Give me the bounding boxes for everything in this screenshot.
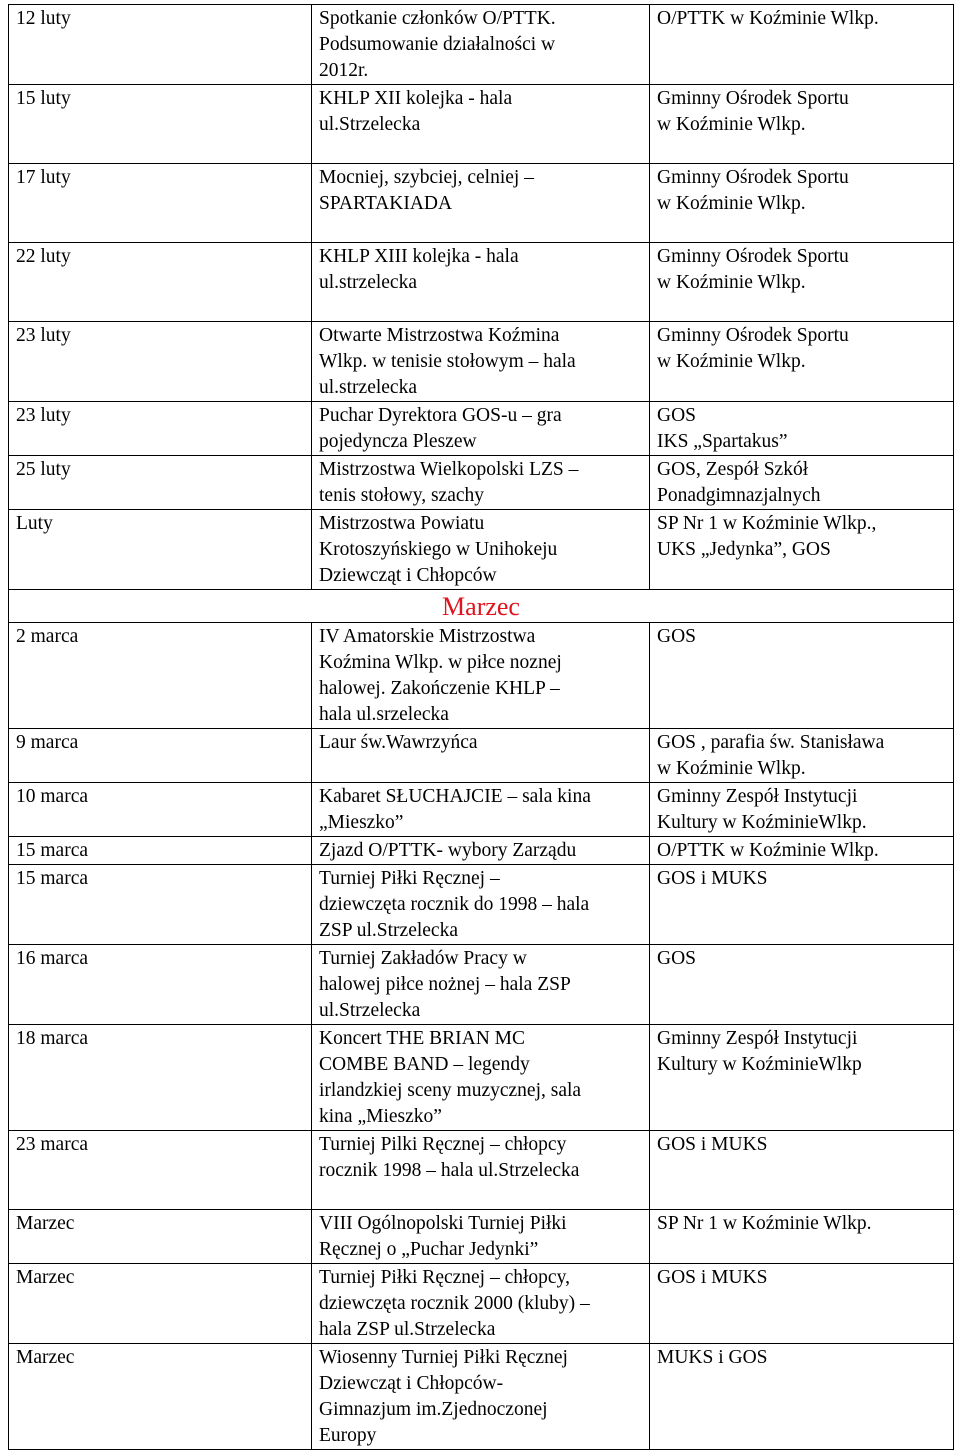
event-name-cell: Wiosenny Turniej Piłki Ręcznej Dziewcząt i Chłopców- Gimnazjum im.Zjednoczonej Europy <box>312 1344 650 1450</box>
table-row <box>9 1210 954 1264</box>
event-name-cell: Kabaret SŁUCHAJCIE – sala kina „Mieszko” <box>312 783 650 837</box>
event-organizer-cell: GOS <box>650 945 954 1025</box>
table-row <box>9 1264 954 1344</box>
february-rows <box>9 5 954 590</box>
event-name-cell: Laur św.Wawrzyńca <box>312 729 650 783</box>
event-date-cell: 17 luty <box>9 164 312 243</box>
event-name-cell: Mocniej, szybciej, celniej – SPARTAKIADA <box>312 164 650 243</box>
table-row <box>9 837 954 865</box>
event-organizer-cell: GOS, Zespół Szkół Ponadgimnazjalnych <box>650 456 954 510</box>
event-date-cell: 18 marca <box>9 1025 312 1131</box>
event-date-cell: Marzec <box>9 1344 312 1450</box>
event-date-cell: 22 luty <box>9 243 312 322</box>
march-header-section <box>9 590 954 623</box>
event-name-cell: Zjazd O/PTTK- wybory Zarządu <box>312 837 650 865</box>
event-name-cell: Turniej Zakładów Pracy w halowej piłce nożnej – hala ZSP ul.Strzelecka <box>312 945 650 1025</box>
table-row <box>9 85 954 164</box>
event-date-cell: Luty <box>9 510 312 590</box>
table-row <box>9 402 954 456</box>
table-row <box>9 510 954 590</box>
event-organizer-cell: GOS IKS „Spartakus” <box>650 402 954 456</box>
event-date-cell: 23 marca <box>9 1131 312 1210</box>
event-name-cell: Mistrzostwa Wielkopolski LZS – tenis stołowy, szachy <box>312 456 650 510</box>
event-name-cell: KHLP XIII kolejka - hala ul.strzelecka <box>312 243 650 322</box>
event-date-cell: 23 luty <box>9 322 312 402</box>
event-name-cell: VIII Ogólnopolski Turniej Piłki Ręcznej o „Puchar Jedynki” <box>312 1210 650 1264</box>
event-date-cell: 16 marca <box>9 945 312 1025</box>
event-date-cell: Marzec <box>9 1264 312 1344</box>
event-organizer-cell: SP Nr 1 w Koźminie Wlkp., UKS „Jedynka”, GOS <box>650 510 954 590</box>
month-header-row <box>9 590 954 623</box>
event-organizer-cell: MUKS i GOS <box>650 1344 954 1450</box>
table-row <box>9 1131 954 1210</box>
event-organizer-cell: Gminny Ośrodek Sportu w Koźminie Wlkp. <box>650 322 954 402</box>
event-organizer-cell: Gminny Ośrodek Sportu w Koźminie Wlkp. <box>650 164 954 243</box>
event-organizer-cell: Gminny Ośrodek Sportu w Koźminie Wlkp. <box>650 85 954 164</box>
table-row <box>9 783 954 837</box>
table-row <box>9 623 954 729</box>
event-date-cell: 9 marca <box>9 729 312 783</box>
event-organizer-cell: GOS , parafia św. Stanisława w Koźminie Wlkp. <box>650 729 954 783</box>
event-name-cell: Turniej Pilki Ręcznej – chłopcy rocznik 1998 – hala ul.Strzelecka <box>312 1131 650 1210</box>
event-name-cell: Turniej Piłki Ręcznej – dziewczęta rocznik do 1998 – hala ZSP ul.Strzelecka <box>312 865 650 945</box>
table-row <box>9 1344 954 1450</box>
event-date-cell: 15 marca <box>9 837 312 865</box>
event-organizer-cell: O/PTTK w Koźminie Wlkp. <box>650 5 954 85</box>
event-organizer-cell: Gminny Ośrodek Sportu w Koźminie Wlkp. <box>650 243 954 322</box>
table-row <box>9 322 954 402</box>
event-name-cell: Otwarte Mistrzostwa Koźmina Wlkp. w tenisie stołowym – hala ul.strzelecka <box>312 322 650 402</box>
event-date-cell: 23 luty <box>9 402 312 456</box>
table-row <box>9 945 954 1025</box>
event-date-cell: 12 luty <box>9 5 312 85</box>
event-organizer-cell: Gminny Zespół Instytucji Kultury w KoźminieWlkp <box>650 1025 954 1131</box>
event-organizer-cell: O/PTTK w Koźminie Wlkp. <box>650 837 954 865</box>
table-row <box>9 164 954 243</box>
month-header: Marzec <box>9 590 954 623</box>
event-name-cell: Spotkanie członków O/PTTK. Podsumowanie działalności w 2012r. <box>312 5 650 85</box>
march-rows <box>9 623 954 1450</box>
event-date-cell: 15 marca <box>9 865 312 945</box>
event-date-cell: 15 luty <box>9 85 312 164</box>
event-name-cell: IV Amatorskie Mistrzostwa Koźmina Wlkp. w piłce noznej halowej. Zakończenie KHLP – hala ul.srzelecka <box>312 623 650 729</box>
event-organizer-cell: GOS <box>650 623 954 729</box>
event-organizer-cell: GOS i MUKS <box>650 865 954 945</box>
event-name-cell: Koncert THE BRIAN MC COMBE BAND – legendy irlandzkiej sceny muzycznej, sala kina „Mieszko” <box>312 1025 650 1131</box>
event-date-cell: Marzec <box>9 1210 312 1264</box>
event-name-cell: Puchar Dyrektora GOS-u – gra pojedyncza Pleszew <box>312 402 650 456</box>
event-organizer-cell: Gminny Zespół Instytucji Kultury w KoźminieWlkp. <box>650 783 954 837</box>
table-row <box>9 456 954 510</box>
table-row <box>9 243 954 322</box>
event-name-cell: Turniej Piłki Ręcznej – chłopcy, dziewczęta rocznik 2000 (kluby) – hala ZSP ul.Strzelecka <box>312 1264 650 1344</box>
table-row <box>9 1025 954 1131</box>
event-date-cell: 2 marca <box>9 623 312 729</box>
event-name-cell: KHLP XII kolejka - hala ul.Strzelecka <box>312 85 650 164</box>
event-organizer-cell: SP Nr 1 w Koźminie Wlkp. <box>650 1210 954 1264</box>
table-row <box>9 5 954 85</box>
event-date-cell: 25 luty <box>9 456 312 510</box>
event-schedule-table <box>8 4 954 1450</box>
table-row <box>9 865 954 945</box>
event-name-cell: Mistrzostwa Powiatu Krotoszyńskiego w Unihokeju Dziewcząt i Chłopców <box>312 510 650 590</box>
table-row <box>9 729 954 783</box>
event-organizer-cell: GOS i MUKS <box>650 1264 954 1344</box>
event-organizer-cell: GOS i MUKS <box>650 1131 954 1210</box>
event-date-cell: 10 marca <box>9 783 312 837</box>
